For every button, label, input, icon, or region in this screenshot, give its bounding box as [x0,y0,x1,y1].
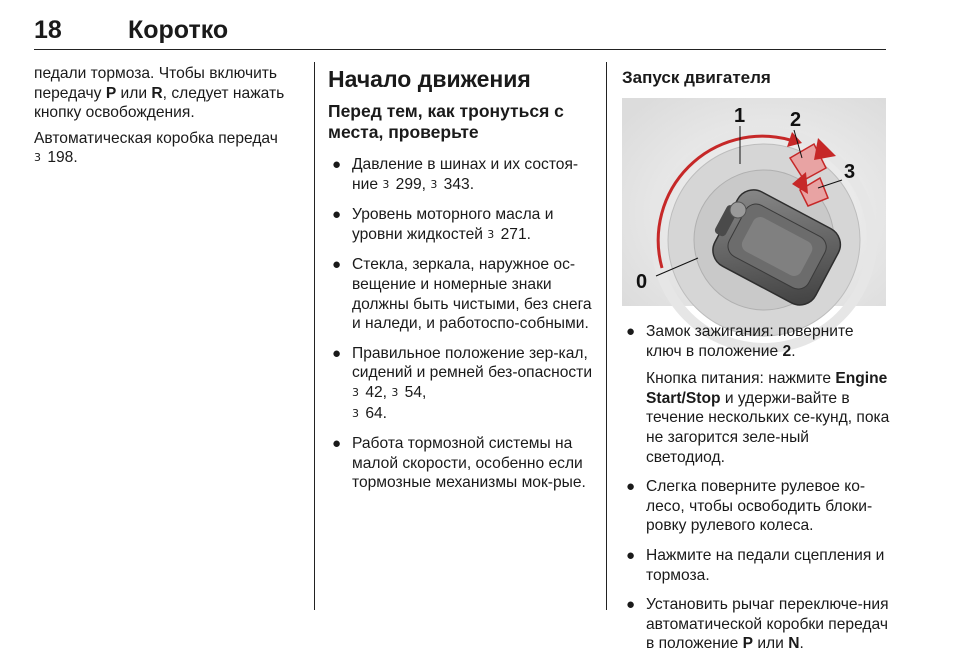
page-ref-arrow-icon: 3 [352,406,359,420]
ignition-illustration [622,98,886,306]
position-label-0: 0 [636,271,648,293]
column-right [622,64,890,664]
heading-engine-start: Запуск двигателя [622,68,771,87]
page-ref-arrow-icon: 3 [34,151,41,165]
bullet-icon: ● [626,478,636,496]
page-number: 18 [34,16,62,44]
list-item: ● Замок зажигания: поверните ключ в положение 2. Кнопка питания: нажмите Engine Start/Stop и удержи-вайте в течение нескольких се-кунд, пока не загорится зеле-ный светодиод. [626,323,890,466]
bullet-icon: ● [332,156,342,173]
position-label-2: 2 [790,109,802,131]
page-ref-arrow-icon: 3 [430,177,438,191]
section-title: Коротко [128,16,229,44]
column-divider-2 [606,62,607,610]
position-label-1: 1 [734,105,746,127]
page-reference[interactable]: 271. [496,225,531,243]
position-label-3: 3 [844,161,856,183]
column-middle [328,64,596,503]
page-ref-arrow-icon: 3 [487,227,495,241]
checklist [328,155,596,493]
bullet-icon: ● [332,256,342,274]
bullet-icon: ● [626,596,636,614]
paragraph-automatic-gearbox: Автоматическая коробка передач 3 198. [34,129,278,167]
header-divider [34,49,886,50]
bullet-icon: ● [332,206,342,224]
list-item: ● Работа тормозной системы на малой скорости, особенно если тормозные механизмы мок-рые. [332,435,586,492]
paragraph-brake-pedal: педали тормоза. Чтобы включить передачу P или R, следует нажать кнопку освобождения. [34,65,285,122]
bullet-icon: ● [626,323,636,340]
page-header [34,14,886,48]
list-item: ● Правильное положение зер-кал, сидений и ремней без-опасности 3 42, 3 54, 3 64. [332,344,593,422]
list-item: ● Стекла, зеркала, наружное ос-вещение и номерные знаки должны быть чистыми, без снега и наледи, и работоспо-собными. [332,256,592,333]
bullet-icon: ● [332,344,342,362]
list-item: ● Уровень моторного масла и уровни жидкостей 3 271. [332,206,554,243]
engine-start-steps [622,322,890,654]
page-reference[interactable]: 299, [391,175,431,193]
bullet-icon: ● [626,546,636,564]
heading-start-driving: Начало движения [328,66,531,92]
page-ref-arrow-icon: 3 [352,385,359,399]
page-reference[interactable]: 198. [43,149,78,167]
bullet-icon: ● [332,435,342,453]
page-reference[interactable]: 64. [361,404,388,422]
list-item: ● Нажмите на педали сцепления и тормоза. [626,546,885,584]
page-ref-arrow-icon: 3 [382,177,390,191]
list-item: ● Установить рычаг переключе-ния автоматической коробки передач в положение P или N. [626,596,889,653]
page-reference[interactable]: 42, [361,383,392,401]
page-reference[interactable]: 54, [400,383,427,401]
column-left [34,64,304,175]
subheading-before-driving: Перед тем, как тронуться с места, проверьте [328,101,564,142]
page-reference[interactable]: 343. [439,175,475,193]
list-item: ● Давление в шинах и их состоя-ние 3 299, 3 343. [332,156,579,193]
page-ref-arrow-icon: 3 [391,385,399,399]
list-item: ● Слегка поверните рулевое ко-лесо, чтобы освободить блоки-ровку рулевого колеса. [626,478,873,535]
column-divider-1 [314,62,315,610]
